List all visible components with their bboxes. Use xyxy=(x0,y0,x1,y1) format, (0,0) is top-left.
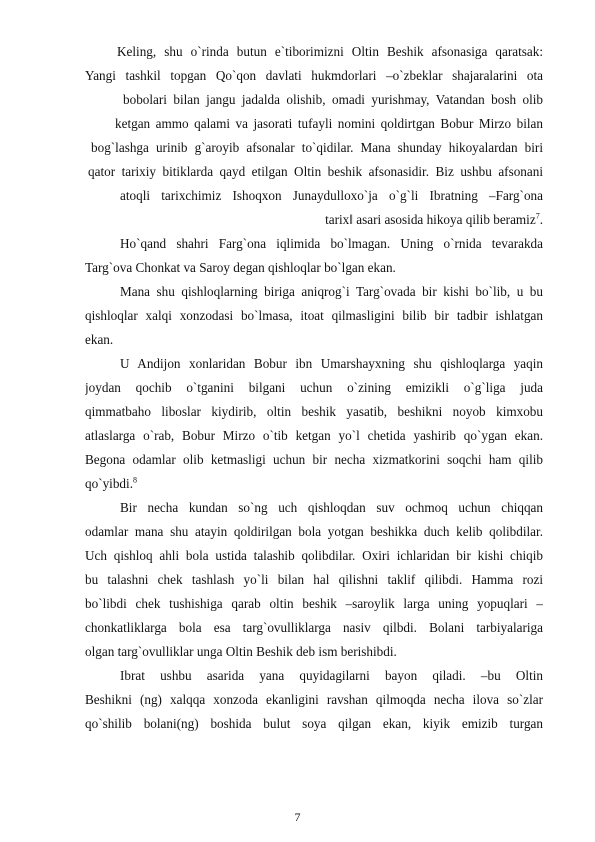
footnote-ref[interactable]: 7 xyxy=(535,211,540,221)
text-line: Yangi tashkil topgan Qo`qon davlati hukmdorlari –o`zbeklar shajaralarini ota xyxy=(85,68,543,83)
paragraph-3 xyxy=(85,280,543,352)
text-fragment: qo`yibdi. xyxy=(85,476,133,491)
text-line: Ho`qand shahri Farg`ona iqlimida bo`lmagan. Uning o`rnida tevarakda xyxy=(120,236,543,251)
text-line: Keling, shu o`rinda butun e`tiborimizni Oltin Beshik afsonasiga qaratsak: xyxy=(117,44,543,59)
text-line: Ibrat ushbu asarida yana quyidagilarni bayon qiladi. –bu Oltin xyxy=(120,668,543,683)
page-number: 7 xyxy=(294,810,301,824)
text-line: Bir necha kundan so`ng uch qishloqdan suv ochmoq uchun chiqqan xyxy=(120,500,543,515)
paragraph-4 xyxy=(85,352,543,496)
text-line: qimmatbaho liboslar kiydirib, oltin beshik yasatib, beshikni noyob kimxobu xyxy=(85,404,543,419)
text-line: bog`lashga urinib g`aroyib afsonalar to`qidilar. Mana shunday hikoyalardan biri xyxy=(91,140,543,155)
text-line: Mana shu qishloqlarning biriga aniqrog`i Targ`ovada bir kishi bo`lib, u bu xyxy=(120,284,543,299)
footnote-ref[interactable]: 8 xyxy=(133,475,137,485)
text-line: qo`shilib bolani(ng) boshida bulut soya qilgan ekan, kiyik emizib turgan xyxy=(85,716,543,731)
text-line: atoqli tarixchimiz Ishoqxon Junaydulloxo`ja o`g`li Ibratning –Farg`ona xyxy=(120,188,543,203)
text-line: qator tarixiy bitiklarda qayd etilgan Oltin beshik afsonasidir. Biz ushbu afsonani xyxy=(88,164,543,179)
text-line: joydan qochib o`tganini bilgani uchun o`zining emizikli o`g`liga juda xyxy=(85,380,543,395)
paragraph-1 xyxy=(85,40,543,232)
text-fragment: tarix‖ asari asosida hikoya qilib beramiz xyxy=(325,212,536,227)
text-line: Targ`ova Chonkat va Saroy degan qishloqlar bo`lgan ekan. xyxy=(85,260,396,275)
text-line: qishloqlar xalqi xonzodasi bo`lmasa, itoat qilmasligini bilib bir tadbir ishlatgan xyxy=(85,308,543,323)
text-line: Begona odamlar olib ketmasligi uchun bir necha xizmatkorini soqchi ham qilib xyxy=(85,452,543,467)
text-line xyxy=(85,472,543,496)
text-line: ketgan ammo qalami va jasorati tufayli nomini qoldirtgan Bobur Mirzo bilan xyxy=(115,116,543,131)
text-line: bo`libdi chek tushishiga qarab oltin beshik –saroylik larga uning yopuqlari – xyxy=(85,596,543,611)
text-line: Beshikni (ng) xalqqa xonzoda ekanligini ravshan qilmoqda necha ilova so`zlar xyxy=(85,692,543,707)
text-line: Uch qishloq ahli bola ustida talashib qolibdilar. Oxiri ichlaridan bir kishi chiqib xyxy=(85,548,543,563)
text-line: chonkatliklarga bola esa targ`ovulliklarga nasiv qilbdi. Bolani tarbiyalariga xyxy=(85,620,543,635)
text-line: atlaslarga o`rab, Bobur Mirzo o`tib ketgan yo`l chetida yashirib qo`ygan ekan. xyxy=(85,428,543,443)
text-line: bobolari bilan jangu jadalda olishib, omadi yurishmay, Vatandan bosh olib xyxy=(123,92,543,107)
text-line: tarix‖ asari asosida hikoya qilib beramiz$^7$. xyxy=(325,211,543,227)
text-line: bu talashni chek tashlash yo`li bilan hal qilishni taklif qilibdi. Hamma rozi xyxy=(85,572,543,587)
text-line: olgan targ`ovulliklar unga Oltin Beshik deb ism berishibdi. xyxy=(85,644,397,659)
paragraph-5 xyxy=(85,496,543,664)
paragraph-2 xyxy=(85,232,543,280)
text-line: ekan. xyxy=(85,332,114,347)
paragraph-6 xyxy=(85,664,543,736)
text-line: odamlar mana shu atayin qoldirilgan bola yotgan beshikka duch kelib qolibdilar. xyxy=(85,524,543,539)
text-line: U Andijon xonlaridan Bobur ibn Umarshayxning shu qishloqlarga yaqin xyxy=(120,356,543,371)
